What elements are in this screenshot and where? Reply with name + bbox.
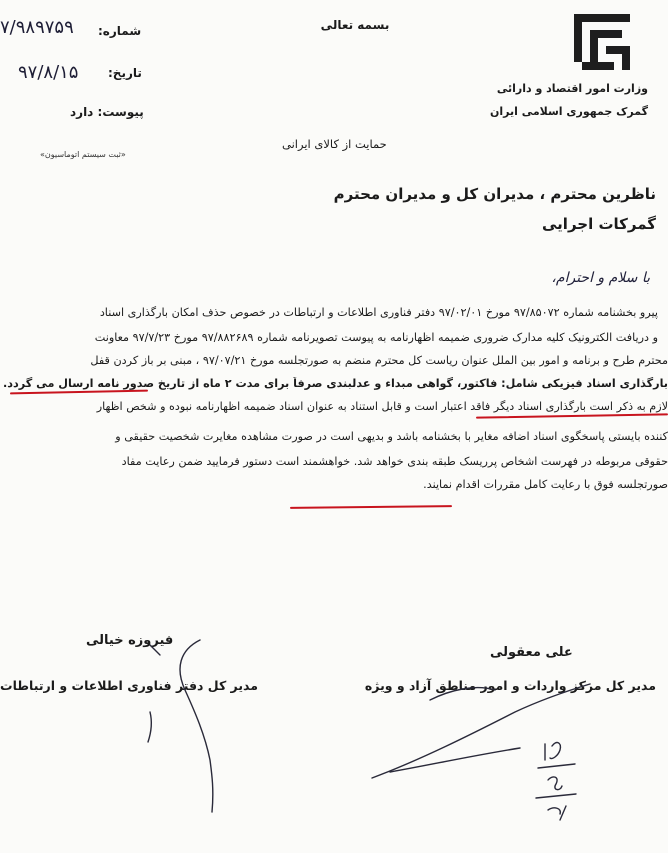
highlight-underline: [290, 505, 452, 509]
customs-logo-icon: [560, 10, 644, 74]
slogan: حمایت از کالای ایرانی: [282, 137, 387, 151]
organization-name: گمرک جمهوری اسلامی ایران: [489, 105, 648, 118]
bismillah-heading: بسمه تعالی: [320, 18, 390, 32]
greeting: با سلام و احترام،: [551, 270, 650, 286]
signatory-title-right: مدیر کل مرکز واردات و امور مناطق آزاد و ویژه: [364, 678, 656, 693]
signatory-title-left: مدیر کل دفتر فناوری اطلاعات و ارتباطات: [0, 678, 258, 693]
body-line: کننده بایستی پاسخگوی اسناد اضافه مغایر با بخشنامه باشد و بدیهی است در صورت مشاهده مغایرت شخصیت حقیقی و: [115, 430, 668, 443]
body-line: بارگذاری اسناد فیزیکی شامل: فاکتور، گواهی مبداء و عدلبندی صرفاً برای مدت ۲ ماه از تاریخ صدور نامه ارسال می گردد.: [3, 377, 668, 390]
highlight-underline: [10, 390, 148, 395]
addressee-line-1: ناظرین محترم ، مدیران کل و مدیران محترم: [333, 185, 656, 203]
ministry-name: وزارت امور اقتصاد و دارائی: [496, 82, 648, 95]
body-line: صورتجلسه فوق با رعایت کامل مقررات اقدام نمایند.: [423, 478, 668, 491]
letter-date: ۹۷/۸/۱۵: [18, 62, 79, 83]
body-line: و دریافت الکترونیک کلیه مدارک ضروری ضمیمه اظهارنامه به پیوست تصویرنامه شماره ۹۷/۸۸۲۶۸۹ مورخ ۹۷/۷/۲۳ معاونت: [94, 331, 658, 344]
body-line: حقوقی مربوطه در فهرست اشخاص پرریسک طبقه بندی خواهد شد. خواهشمند است دستور فرمایید ضمن رعایت مفاد: [121, 455, 668, 468]
highlight-underline: [476, 413, 668, 418]
signatory-name-left: فیروزه خیالی: [86, 633, 174, 648]
body-line: لازم به ذکر است بارگذاری اسناد دیگر فاقد اعتبار است و قابل استناد به عنوان اسناد ضمیمه اظهارنامه نبوده و شخص اظهار: [96, 400, 668, 413]
addressee-line-2: گمرکات اجرایی: [542, 215, 656, 233]
automation-note: «ثبت سیستم اتوماسیون»: [40, 150, 126, 159]
body-line: پیرو بخشنامه شماره ۹۷/۸۵۰۷۲ مورخ ۹۷/۰۲/۰۱ دفتر فناوری اطلاعات و ارتباطات در خصوص حذف امکان بارگذاری اسناد: [99, 306, 658, 319]
signatory-name-right: علی معقولی: [490, 645, 573, 660]
letter-number: ۷/۹۸۹۷۵۹: [0, 17, 74, 38]
date-label: تاریخ:: [108, 66, 142, 80]
number-label: شماره:: [98, 24, 142, 38]
body-line: محترم طرح و برنامه و امور بین الملل عنوان ریاست کل محترم منضم به صورتجلسه مورخ ۹۷/۰۷/۲۱ ، مبنی بر باز کردن قفل: [90, 354, 668, 367]
attachment-label: پیوست: دارد: [70, 105, 144, 119]
